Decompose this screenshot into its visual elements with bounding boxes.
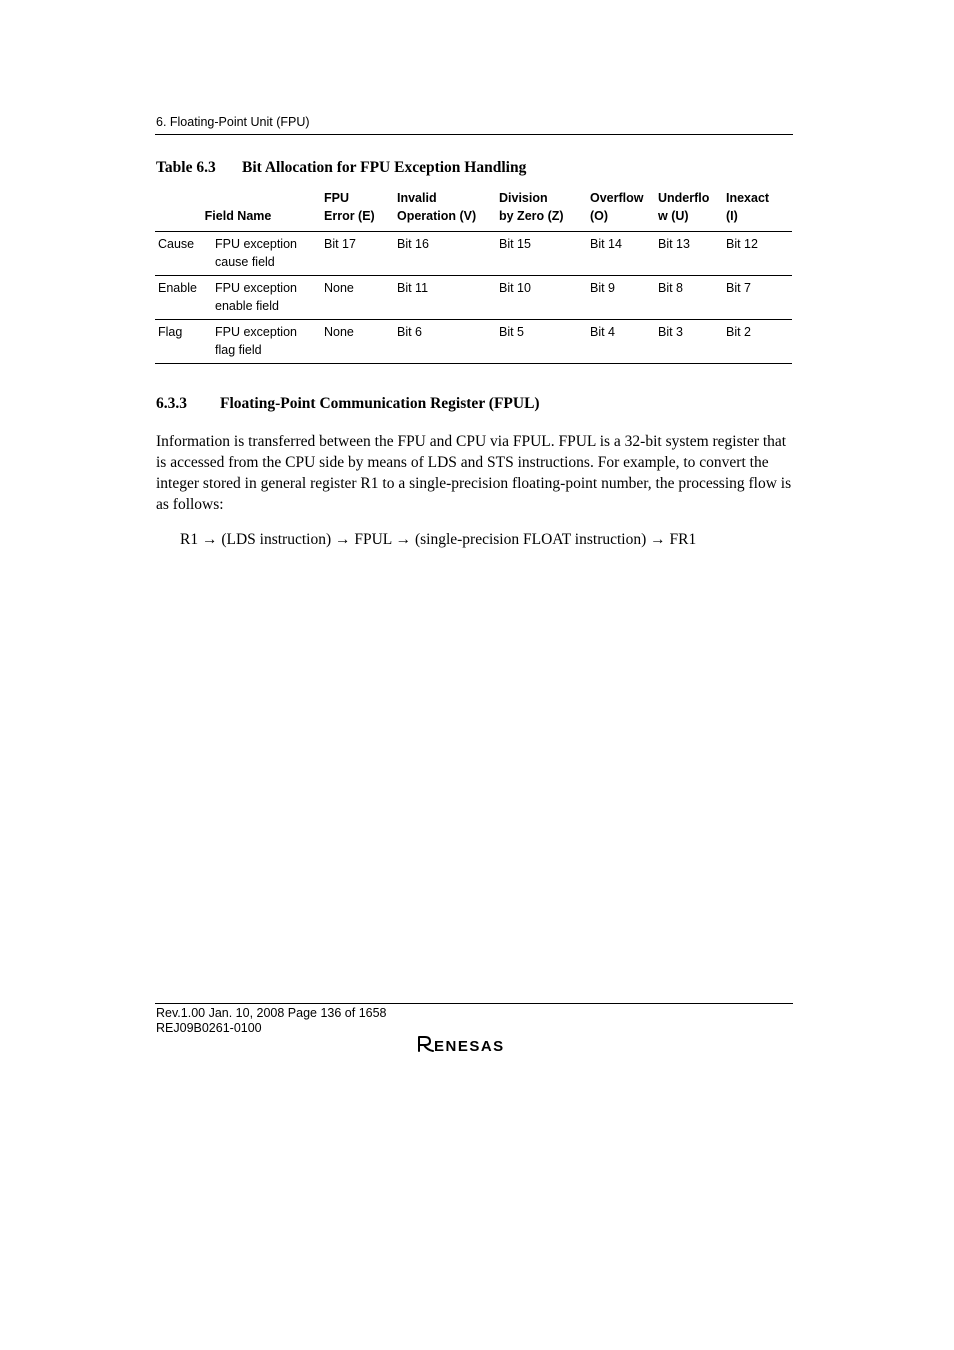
cell-invalid-operation: Bit 16 <box>397 237 429 251</box>
cell-division-by-zero: Bit 15 <box>499 237 531 251</box>
column-header-inexact: Inexact (I) <box>726 191 770 223</box>
cell-fpu-error: None <box>324 325 354 339</box>
cell-underflow: Bit 8 <box>658 281 684 295</box>
row-description: FPU exception flag field <box>215 325 297 357</box>
svg-text:ENESAS: ENESAS <box>434 1038 505 1054</box>
table-row <box>155 320 792 364</box>
section-title: Floating-Point Communication Register (FPUL) <box>220 395 540 412</box>
table-row <box>155 276 792 320</box>
cell-invalid-operation: Bit 6 <box>397 325 423 339</box>
column-header-invalid-operation: Invalid Operation (V) <box>397 191 477 223</box>
column-header-field-name: Field Name <box>204 209 272 223</box>
cell-underflow: Bit 3 <box>658 325 684 339</box>
column-header-division-by-zero: Division by Zero (Z) <box>499 191 564 223</box>
bit-allocation-table <box>155 189 792 364</box>
section-number: 6.3.3 <box>156 395 187 412</box>
cell-division-by-zero: Bit 5 <box>499 325 525 339</box>
row-name: Enable <box>158 281 197 295</box>
footer-document-number: REJ09B0261-0100 <box>156 1021 262 1035</box>
cell-overflow: Bit 9 <box>590 281 616 295</box>
body-paragraph: Information is transferred between the FPU and CPU via FPUL. FPUL is a 32-bit system register that is accessed from the CPU side by means of LDS and STS instructions. For example, to convert the integer stored in general register R1 to a single-precision floating-point number, the processing flow is as follows: <box>156 433 792 513</box>
running-header: 6. Floating-Point Unit (FPU) <box>156 115 310 129</box>
table-header-row <box>155 189 792 232</box>
row-name: Cause <box>158 237 195 251</box>
cell-overflow: Bit 14 <box>590 237 622 251</box>
footer-revision: Rev.1.00 Jan. 10, 2008 Page 136 of 1658 <box>156 1006 387 1020</box>
cell-inexact: Bit 12 <box>726 237 758 251</box>
cell-overflow: Bit 4 <box>590 325 616 339</box>
table-caption-title: Bit Allocation for FPU Exception Handling <box>242 159 527 176</box>
column-header-underflow: Underflo w (U) <box>658 191 710 223</box>
column-header-fpu-error: FPU Error (E) <box>324 191 375 223</box>
section-heading <box>156 395 540 413</box>
cell-fpu-error: None <box>324 281 354 295</box>
cell-underflow: Bit 13 <box>658 237 690 251</box>
processing-flow: R1 → (LDS instruction) → FPUL → (single-precision FLOAT instruction) → FR1 <box>180 531 697 548</box>
renesas-logo <box>413 1034 533 1059</box>
cell-invalid-operation: Bit 11 <box>397 281 429 295</box>
cell-inexact: Bit 7 <box>726 281 752 295</box>
column-header-overflow: Overflow (O) <box>590 191 644 223</box>
cell-division-by-zero: Bit 10 <box>499 281 531 295</box>
row-name: Flag <box>158 325 183 339</box>
row-description: FPU exception enable field <box>215 281 297 313</box>
header-divider <box>155 134 793 135</box>
cell-inexact: Bit 2 <box>726 325 752 339</box>
table-caption-number: Table 6.3 <box>156 159 216 176</box>
cell-fpu-error: Bit 17 <box>324 237 356 251</box>
footer-divider <box>155 1003 793 1004</box>
table-row <box>155 232 792 276</box>
row-description: FPU exception cause field <box>215 237 297 269</box>
table-caption <box>156 159 526 177</box>
